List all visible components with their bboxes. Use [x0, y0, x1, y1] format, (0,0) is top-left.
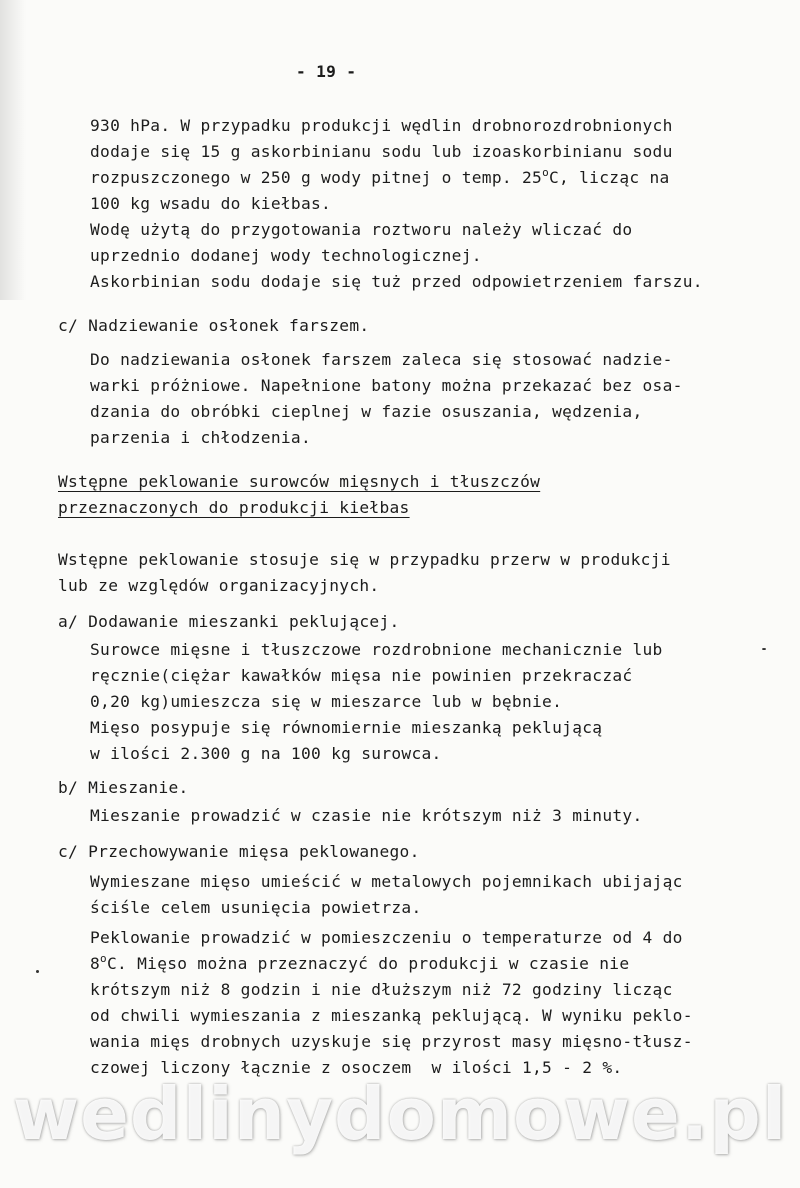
text-line: dzania do obróbki cieplnej w fazie osuszania, wędzenia, [90, 402, 643, 421]
text-line: ręcznie(ciężar kawałków mięsa nie powinien przekraczać [90, 666, 633, 685]
text-line: ściśle celem usunięcia powietrza. [90, 898, 422, 917]
text-line: 100 kg wsadu do kiełbas. [90, 194, 332, 213]
section-heading-b: b/ Mieszanie. [58, 778, 189, 797]
page-number: - 19 - [296, 62, 357, 81]
text-line: krótszym niż 8 godzin i nie dłuższym niż 72 godziny licząc [90, 980, 673, 999]
degree-superscript: o [542, 165, 549, 179]
text-line: lub ze względów organizacyjnych. [58, 576, 380, 595]
text-line: uprzednio dodanej wody technologicznej. [90, 246, 482, 265]
text-line: Mieszanie prowadzić w czasie nie krótszym niż 3 minuty. [90, 806, 643, 825]
text-fragment: C. Mięso można przeznaczyć do produkcji w czasie nie [106, 954, 630, 973]
text-line: Wymieszane mięso umieścić w metalowych pojemnikach ubijając [90, 872, 683, 891]
watermark: wedlinydomowe.pl [12, 1072, 788, 1156]
text-line: Askorbinian sodu dodaje się tuż przed odpowietrzeniem farszu. [90, 272, 703, 291]
scan-speck [762, 648, 766, 650]
text-line: Wodę użytą do przygotowania roztworu należy wliczać do [90, 220, 633, 239]
text-fragment: rozpuszczonego w 250 g wody pitnej o temp. 25 [90, 168, 543, 187]
text-fragment: C, licząc na [549, 168, 670, 187]
text-line: od chwili wymieszania z mieszanką peklującą. W wyniku peklo- [90, 1006, 693, 1025]
text-line: Wstępne peklowanie stosuje się w przypadku przerw w produkcji [58, 550, 671, 569]
text-fragment: 8 [90, 954, 101, 973]
text-line [90, 165, 670, 188]
text-line: w ilości 2.300 g na 100 kg surowca. [90, 744, 442, 763]
text-line [90, 951, 630, 974]
text-line: 0,20 kg)umieszcza się w mieszarce lub w bębnie. [90, 692, 563, 711]
scan-speck [36, 970, 39, 973]
section-heading-c: c/ Nadziewanie osłonek farszem. [58, 316, 370, 335]
degree-superscript: o [100, 951, 107, 965]
section-heading-a: a/ Dodawanie mieszanki peklującej. [58, 612, 400, 631]
text-line: parzenia i chłodzenia. [90, 428, 312, 447]
text-line: Mięso posypuje się równomiernie mieszanką peklującą [90, 718, 603, 737]
underlined-heading: Wstępne peklowanie surowców mięsnych i tłuszczów [58, 472, 541, 491]
text-line: Do nadziewania osłonek farszem zaleca się stosować nadzie- [90, 350, 673, 369]
section-heading-c2: c/ Przechowywanie mięsa peklowanego. [58, 842, 420, 861]
scan-edge-shadow [0, 0, 26, 300]
text-line: Surowce mięsne i tłuszczowe rozdrobnione mechanicznie lub [90, 640, 663, 659]
text-line: wania mięs drobnych uzyskuje się przyrost masy mięsno-tłusz- [90, 1032, 693, 1051]
text-line: warki próżniowe. Napełnione batony można przekazać bez osa- [90, 376, 683, 395]
text-line: czowej liczony łącznie z osoczem w ilości 1,5 - 2 %. [90, 1058, 623, 1077]
text-line: Peklowanie prowadzić w pomieszczeniu o temperaturze od 4 do [90, 928, 683, 947]
text-line: dodaje się 15 g askorbinianu sodu lub izoaskorbinianu sodu [90, 142, 673, 161]
text-line: 930 hPa. W przypadku produkcji wędlin drobnorozdrobnionych [90, 116, 673, 135]
underlined-heading: przeznaczonych do produkcji kiełbas [58, 498, 410, 517]
